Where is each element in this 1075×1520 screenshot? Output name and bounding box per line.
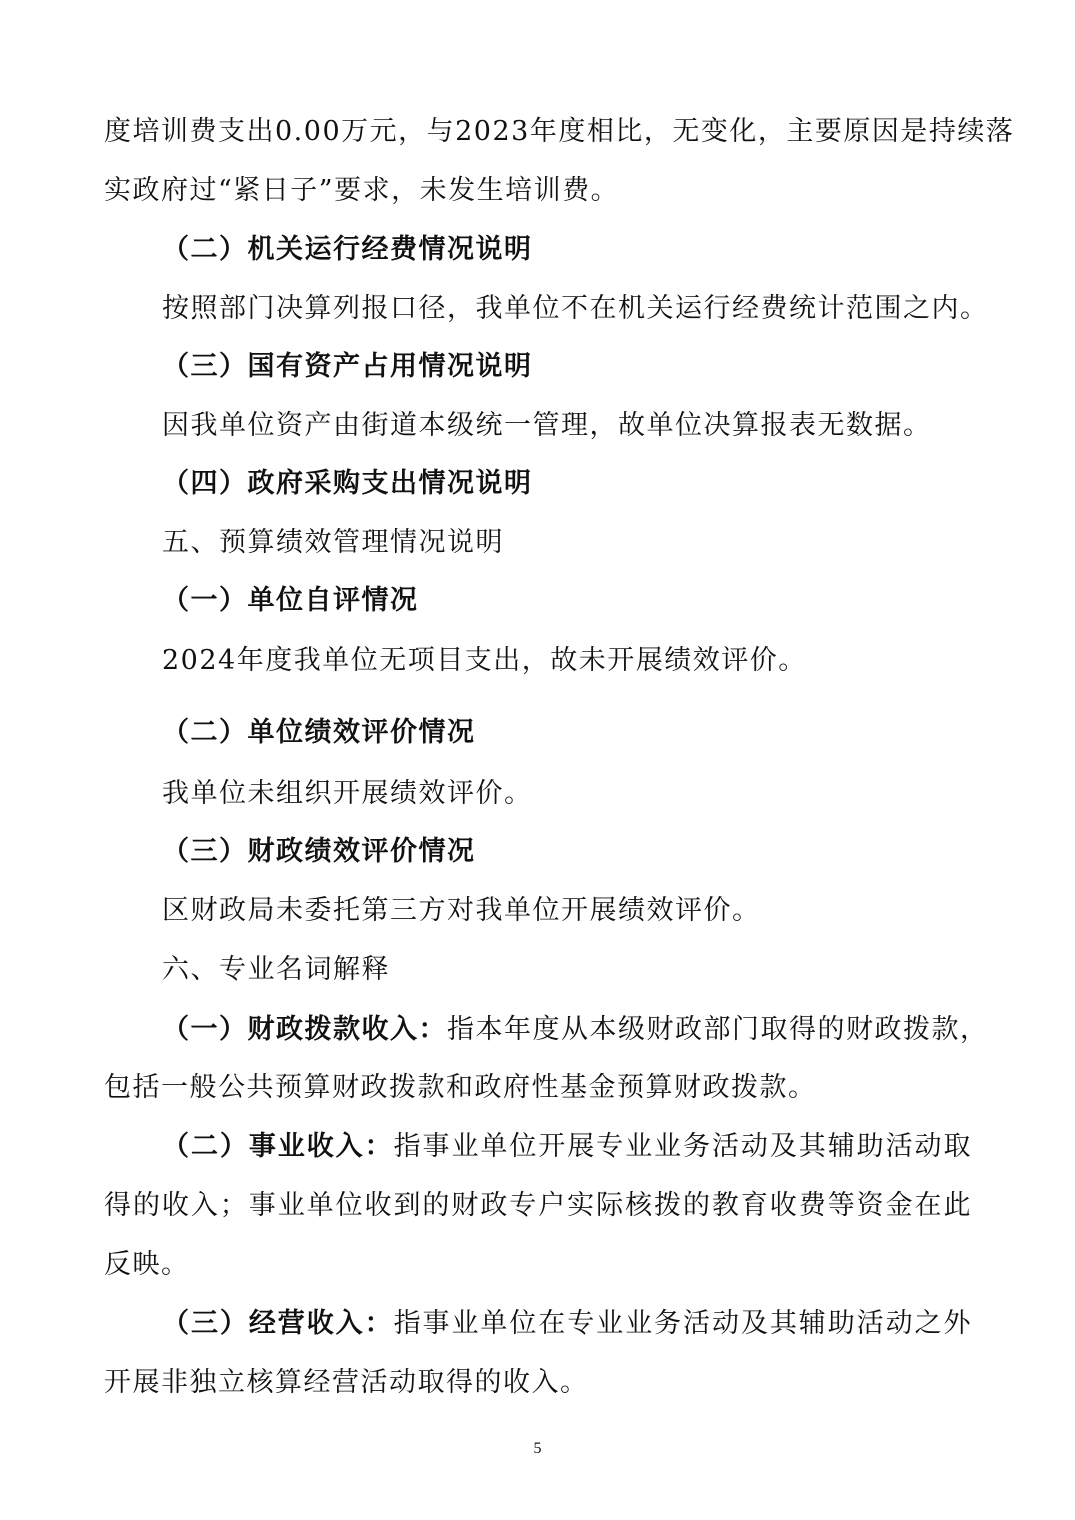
term-text: 指事业单位开展专业业务活动及其辅助活动取 <box>393 1131 973 1162</box>
body-line: 开展非独立核算经营活动取得的收入。 <box>104 1367 589 1398</box>
section-heading: （二）机关运行经费情况说明 <box>162 234 533 265</box>
section-heading: （三）财政绩效评价情况 <box>162 836 476 867</box>
body-line: 包括一般公共预算财政拨款和政府性基金预算财政拨款。 <box>104 1072 817 1103</box>
body-line: 得的收入；事业单位收到的财政专户实际核拨的教育收费等资金在此 <box>104 1190 972 1221</box>
body-line: 反映。 <box>104 1249 190 1280</box>
section-heading: （二）单位绩效评价情况 <box>162 717 476 748</box>
body-line: 度培训费支出0.00万元，与2023年度相比，无变化，主要原因是持续落 <box>104 116 1015 147</box>
body-line: 因我单位资产由街道本级统一管理，故单位决算报表无数据。 <box>162 410 932 441</box>
term-entry <box>162 1010 989 1050</box>
term-text: 指事业单位在专业业务活动及其辅助活动之外 <box>393 1308 973 1339</box>
page-number: 5 <box>533 1440 542 1457</box>
section-heading: （三）国有资产占用情况说明 <box>162 351 533 382</box>
term-label: （二）事业收入： <box>162 1131 394 1162</box>
section-heading: （四）政府采购支出情况说明 <box>162 468 533 499</box>
body-line: 区财政局未委托第三方对我单位开展绩效评价。 <box>162 895 761 926</box>
section-heading: （一）单位自评情况 <box>162 585 419 616</box>
term-entry <box>162 1127 972 1167</box>
term-label: （一）财政拨款收入： <box>162 1014 447 1045</box>
body-line: 2024年度我单位无项目支出，故未开展绩效评价。 <box>162 645 807 676</box>
body-line: 按照部门决算列报口径，我单位不在机关运行经费统计范围之内。 <box>162 293 989 324</box>
body-line: 我单位未组织开展绩效评价。 <box>162 778 533 809</box>
chapter-heading: 五、预算绩效管理情况说明 <box>162 527 504 558</box>
term-text: 指本年度从本级财政部门取得的财政拨款， <box>447 1014 989 1045</box>
chapter-heading: 六、专业名词解释 <box>162 954 390 985</box>
term-entry <box>162 1304 972 1344</box>
body-line: 实政府过“紧日子”要求，未发生培训费。 <box>104 175 620 206</box>
term-label: （三）经营收入： <box>162 1308 394 1339</box>
